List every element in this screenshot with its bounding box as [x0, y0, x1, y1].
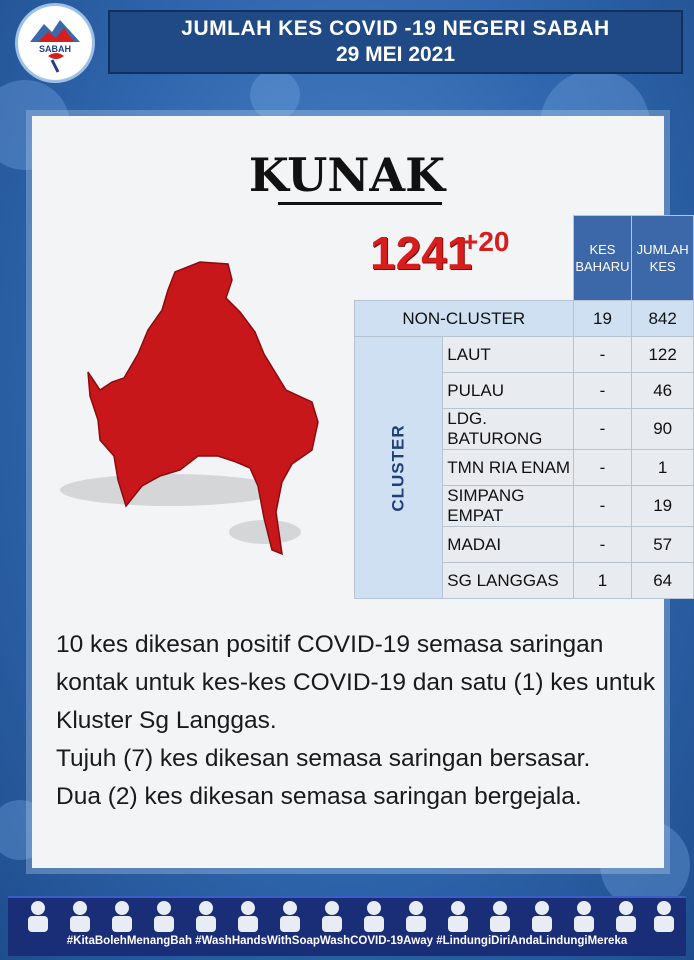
cluster-new: 1: [573, 563, 632, 599]
table-row-non-cluster: [355, 301, 694, 337]
cluster-total: 64: [632, 563, 694, 599]
col-jumlah-kes: JUMLAH KES: [632, 216, 694, 301]
district-underline: [278, 202, 442, 205]
cluster-total: 57: [632, 527, 694, 563]
footer-hashtags: #KitaBolehMenangBah #WashHandsWithSoapWashCOVID-19Away #LindungiDiriAndaLindungiMereka: [66, 935, 628, 947]
page-header: [108, 10, 683, 74]
cluster-side-label: [355, 337, 443, 599]
cluster-new: -: [573, 527, 632, 563]
cluster-total: 19: [632, 486, 694, 527]
case-increase: +20: [462, 226, 510, 257]
col-kes-baharu: KES BAHARU: [573, 216, 632, 301]
kunak-map-shape: [88, 262, 318, 554]
cluster-total: 122: [632, 337, 694, 373]
cluster-name: MADAI: [443, 527, 573, 563]
page-title: JUMLAH KES COVID -19 NEGERI SABAH: [181, 17, 610, 40]
description-paragraph: Tujuh (7) kes dikesan semasa saringan bersasar.: [56, 745, 591, 772]
cluster-name: SIMPANG EMPAT: [443, 486, 573, 527]
cluster-name: TMN RIA ENAM: [443, 450, 573, 486]
cluster-new: -: [573, 337, 632, 373]
cluster-name: LAUT: [443, 337, 573, 373]
table-row: [355, 337, 694, 373]
cases-table: [354, 215, 694, 599]
non-cluster-new: 19: [573, 301, 632, 337]
cluster-name: PULAU: [443, 373, 573, 409]
non-cluster-total: 842: [632, 301, 694, 337]
report-date: 29 MEI 2021: [335, 43, 456, 66]
district-name: KUNAK: [248, 148, 446, 202]
non-cluster-label: NON-CLUSTER: [355, 301, 574, 337]
logo-text: SABAH: [38, 44, 71, 54]
cluster-new: -: [573, 409, 632, 450]
virus-decoration-icon: [250, 70, 300, 120]
cluster-new: -: [573, 373, 632, 409]
kunak-map: [50, 250, 340, 570]
cluster-label: CLUSTER: [388, 423, 408, 512]
description-paragraph: Dua (2) kes dikesan semasa saringan bergejala.: [56, 783, 582, 810]
cluster-new: -: [573, 450, 632, 486]
description-paragraph: 10 kes dikesan positif COVID-19 semasa saringan kontak untuk kes-kes COVID-19 dan satu (1) kes untuk Kluster Sg Langgas.: [56, 631, 656, 734]
description-text: [56, 626, 656, 816]
cluster-name: LDG. BATURONG: [443, 409, 573, 450]
sabah-logo-icon: [18, 6, 92, 80]
total-cases: 1241: [370, 227, 473, 279]
cluster-total: 1: [632, 450, 694, 486]
cluster-new: -: [573, 486, 632, 527]
footer-banner: [8, 896, 686, 956]
table-header-row: [355, 216, 694, 301]
cluster-total: 46: [632, 373, 694, 409]
sabah-logo: [18, 6, 92, 80]
cluster-name: SG LANGGAS: [443, 563, 573, 599]
frontliners-figures-icon: [8, 898, 686, 932]
cluster-total: 90: [632, 409, 694, 450]
